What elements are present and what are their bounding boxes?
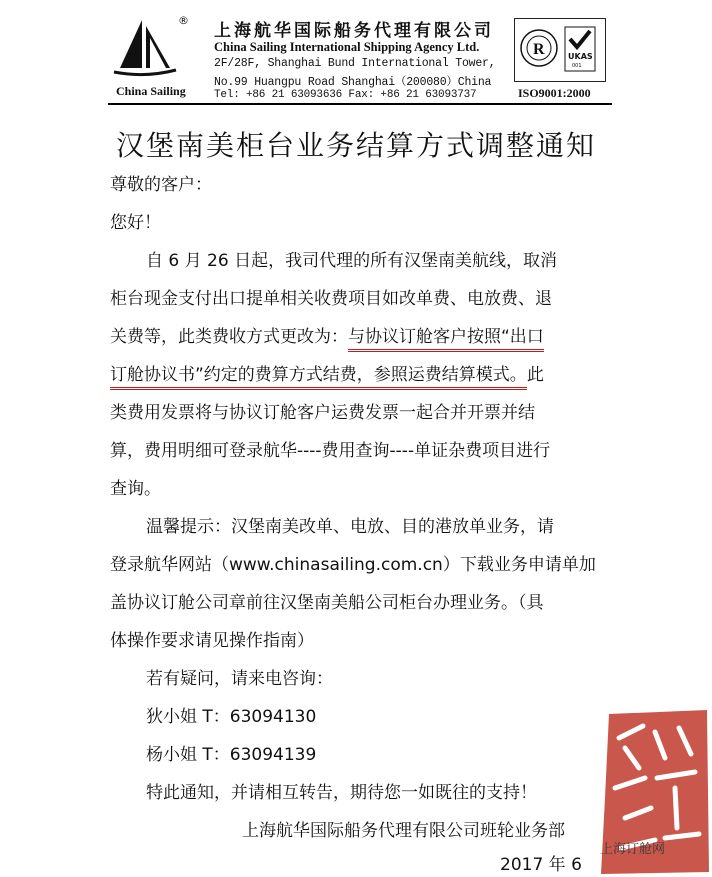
highlighted-settlement-clause: 与协议订舱客户按照“出口 [348,327,544,352]
paragraph-1-line-4 [110,360,544,385]
notice-title: 汉堡南美柜台业务结算方式调整通知 [115,129,596,162]
svg-text:R: R [533,41,545,58]
paragraph-1-line-3 [110,322,544,347]
paragraph-1-line-5: 类费用发票将与协议订舱客户运费发票一起合并开票并结 [110,403,535,423]
svg-text:UKAS: UKAS [568,52,593,61]
letterhead [0,0,712,100]
contact-line: Tel: +86 21 63093636 Fax: +86 21 63093737 [214,89,477,101]
ukas-certification-icon [517,21,603,79]
logo-text: China Sailing [116,84,186,98]
signature: 上海航华国际船务代理有限公司班轮业务部 [242,821,565,841]
salutation: 尊敬的客户： [110,175,212,195]
paragraph-1-line-2: 柜台现金支付出口提单相关收费项目如改单费、电放费、退 [110,289,552,309]
header-divider [108,103,612,105]
paragraph-1-line-4-text: 此 [526,365,544,385]
date: 2017 年 6 [500,855,582,875]
svg-text:001: 001 [572,63,582,69]
company-name-cn: 上海航华国际船务代理有限公司 [214,21,494,41]
address-line-1: 2F/28F, Shanghai Bund International Tower, [214,57,496,70]
iso-certificate-label: ISO9001:2000 [518,86,591,100]
paragraph-2-line-3: 盖协议订舱公司章前往汉堡南美船公司柜台办理业务。（具 [110,593,544,613]
company-name-en: China Sailing International Shipping Agency Ltd. [214,40,480,54]
closing-remark: 特此通知，并请相互转告，期待您一如既往的支持！ [146,783,537,803]
china-sailing-logo [108,14,198,100]
contact-di: 狄小姐 T：63094130 [146,707,317,727]
paragraph-1-line-6: 算，费用明细可登录航华----费用查询----单证杂费项目进行 [110,441,551,461]
paragraph-1-line-7: 查询。 [110,479,161,499]
paragraph-2-line-4: 体操作要求请见操作指南） [110,631,314,651]
greeting: 您好！ [110,213,161,233]
registered-mark: ® [178,14,189,27]
watermark-text: 上海订舱网 [600,842,666,857]
paragraph-2-line-1: 温馨提示：汉堡南美改单、电放、目的港放单业务，请 [146,517,554,537]
highlighted-settlement-clause-cont: 订舱协议书”约定的费算方式结费，参照运费结算模式。 [110,365,527,390]
certification-logos [514,18,606,82]
contact-yang: 杨小姐 T：63094139 [146,745,317,765]
contact-intro: 若有疑问，请来电咨询： [146,669,333,689]
address-line-2: No.99 Huangpu Road Shanghai（200080）China [214,76,492,89]
paragraph-1-line-1: 自 6 月 26 日起，我司代理的所有汉堡南美航线，取消 [146,251,558,271]
paragraph-1-line-3-text: 关费等，此类费收方式更改为： [110,327,348,347]
paragraph-2-line-2: 登录航华网站（www.chinasailing.com.cn）下载业务申请单加 [110,555,596,575]
sailboat-icon [112,16,178,82]
